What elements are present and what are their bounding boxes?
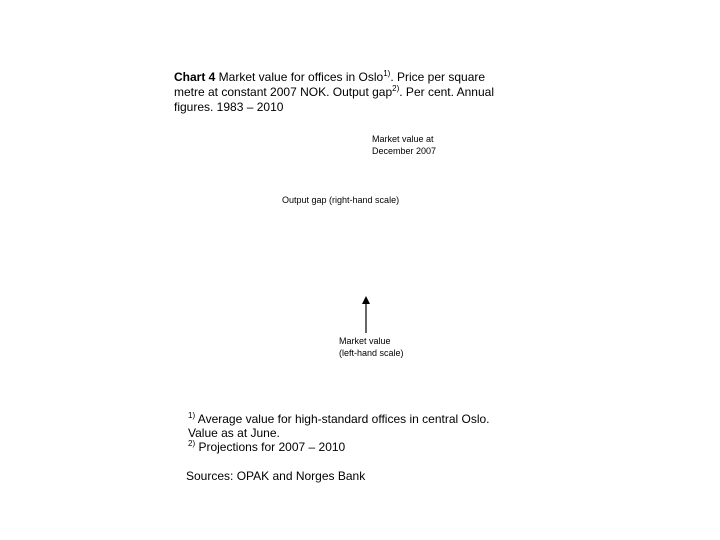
chart-title-sup-1: 1) <box>383 69 391 78</box>
chart-title-text-1: Market value for offices in Oslo <box>215 70 384 84</box>
chart-title-text-2: . Price per square metre at constant 2007 NOK. Output gap <box>174 70 486 99</box>
chart-title-text-3: . Per cent. Annual figures. 1983 – 2010 <box>174 85 494 114</box>
annotation-market-value-line-2: (left-hand scale) <box>339 348 404 358</box>
sources: Sources: OPAK and Norges Bank <box>186 469 366 483</box>
chart-title-sup-2: 2) <box>392 84 400 93</box>
chart-title-bold: Chart 4 <box>174 70 216 84</box>
annotation-market-value-line-1: Market value <box>339 336 391 346</box>
footnote-2-mark: 2) <box>188 439 196 448</box>
footnote-1-line-1 <box>188 412 528 426</box>
annotation-arrow-icon <box>358 296 374 334</box>
footnote-2-text: Projections for 2007 – 2010 <box>195 440 346 454</box>
footnote-2 <box>188 440 528 454</box>
footnotes <box>188 412 528 454</box>
annotation-market-value-dec-2007-line-1: Market value at <box>372 134 434 144</box>
annotation-market-value-dec-2007-line-2: December 2007 <box>372 146 437 156</box>
footnote-1-text: Average value for high-standard offices in central Oslo. <box>195 412 490 426</box>
annotation-market-value <box>339 335 429 359</box>
footnote-1-line-2: Value as at June. <box>188 426 280 440</box>
annotation-output-gap: Output gap (right-hand scale) <box>282 195 400 205</box>
footnote-1-mark: 1) <box>188 411 196 420</box>
chart-title <box>174 70 514 115</box>
annotation-market-value-dec-2007 <box>372 133 462 157</box>
